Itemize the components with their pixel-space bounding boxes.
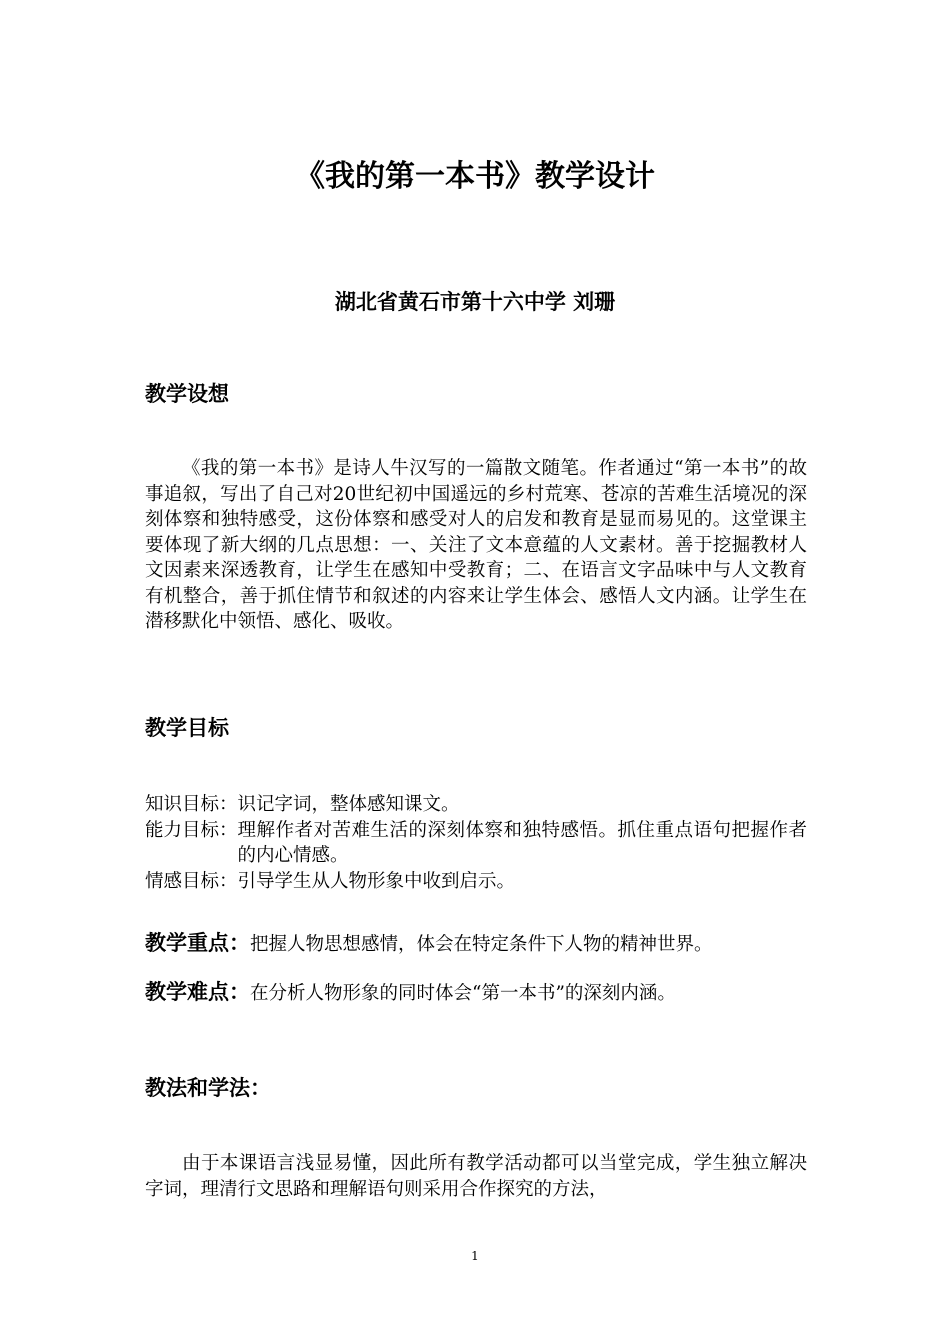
difficult-point-text: 在分析人物形象的同时体会“第一本书”的深刻内涵。 <box>250 983 676 1004</box>
key-point <box>145 928 825 960</box>
section-heading-objectives: 教学目标 <box>145 716 229 740</box>
key-point-label: 教学重点： <box>145 931 250 955</box>
objective-ability <box>145 818 807 869</box>
objective-text: 理解作者对苦难生活的深刻体察和独特感悟。抓住重点语句把握作者的内心情感。 <box>237 819 807 866</box>
objectives-list <box>145 792 807 894</box>
section-heading-methods: 教法和学法： <box>145 1076 271 1100</box>
objective-text: 引导学生从人物形象中收到启示。 <box>237 870 516 892</box>
objective-emotion <box>145 869 807 895</box>
difficult-point <box>145 977 825 1009</box>
page-number: 1 <box>471 1249 479 1263</box>
difficult-point-label: 教学难点： <box>145 980 250 1004</box>
objective-label: 能力目标： <box>145 819 238 841</box>
author-line: 湖北省黄石市第十六中学 刘珊 <box>334 290 616 314</box>
design-idea-paragraph: 《我的第一本书》是诗人牛汉写的一篇散文随笔。作者通过“第一本书”的故事追叙，写出了自己对20世纪初中国遥远的乡村荒寒、苍凉的苦难生活境况的深刻体察和独特感受，这份体察和感受对人的启发和教育是显而易见的。这堂课主要体现了新大纲的几点思想：一、关注了文本意蕴的人文素材。善于挖掘教材人文因素来深透教育，让学生在感知中受教育；二、在语言文字品味中与人文教育有机整合，善于抓住情节和叙述的内容来让学生体会、感悟人文内涵。让学生在潜移默化中领悟、感化、吸收。 <box>145 458 807 632</box>
objective-label: 知识目标： <box>145 794 238 815</box>
page-title: 《我的第一本书》教学设计 <box>295 159 655 194</box>
objective-knowledge <box>145 792 807 818</box>
objective-label: 情感目标： <box>145 870 238 892</box>
methods-paragraph: 由于本课语言浅显易懂，因此所有教学活动都可以当堂完成，学生独立解决字词，理清行文思路和理解语句则采用合作探究的方法， <box>145 1153 807 1200</box>
section-heading-design-idea: 教学设想 <box>145 382 229 406</box>
objective-text: 识记字词，整体感知课文。 <box>237 794 460 815</box>
key-point-text: 把握人物思想感情，体会在特定条件下人物的精神世界。 <box>250 934 713 955</box>
